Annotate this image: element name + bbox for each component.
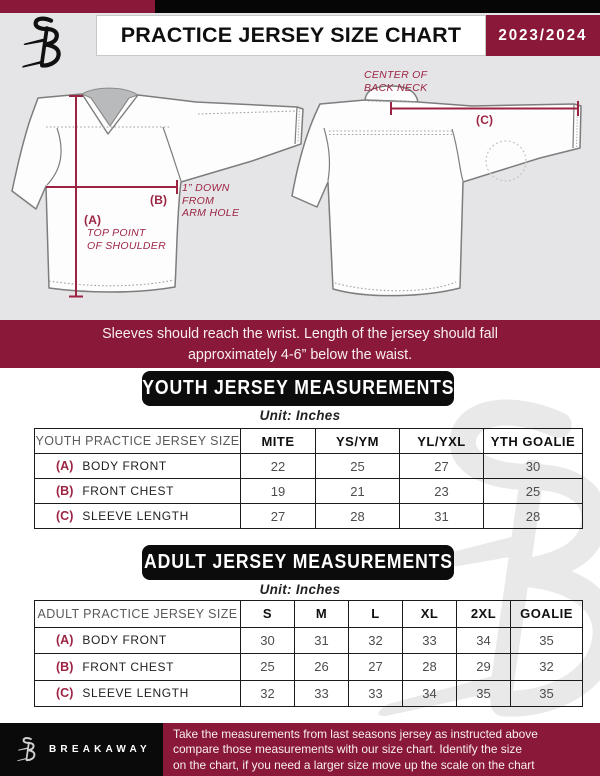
instruction-line2: approximately 4-6” below the waist. — [187, 346, 413, 363]
cell-value: 29 — [457, 654, 511, 681]
row-key: (A) — [56, 633, 74, 648]
cell-value: 30 — [241, 627, 295, 654]
youth-col-goalie: YTH GOALIE — [484, 429, 583, 454]
jersey-diagram-panel — [0, 13, 600, 320]
label-a-key: (A) — [84, 213, 102, 227]
cell-value: 33 — [403, 627, 457, 654]
note-down-from-armhole — [182, 182, 239, 220]
cell-value: 26 — [295, 654, 349, 681]
cell-value: 34 — [403, 680, 457, 707]
row-label: FRONT CHEST — [82, 484, 175, 498]
cell-value: 31 — [400, 504, 484, 529]
label-b-key: (B) — [150, 193, 168, 207]
youth-row-body-front-label — [35, 454, 241, 479]
cell-value: 23 — [400, 479, 484, 504]
row-label: BODY FRONT — [82, 459, 167, 473]
adult-header-row — [35, 601, 583, 628]
row-key: (C) — [56, 686, 74, 701]
label-c — [476, 111, 493, 129]
cell-value: 25 — [241, 654, 295, 681]
cell-value: 21 — [316, 479, 400, 504]
cell-value: 22 — [241, 454, 316, 479]
cell-value: 35 — [457, 680, 511, 707]
cell-value: 28 — [403, 654, 457, 681]
youth-col-ysym: YS/YM — [316, 429, 400, 454]
cell-value: 27 — [400, 454, 484, 479]
table-row — [35, 454, 583, 479]
adult-row-front-chest-label — [35, 654, 241, 681]
row-key: (B) — [56, 659, 74, 674]
cell-value: 25 — [484, 479, 583, 504]
youth-row-front-chest-label — [35, 479, 241, 504]
note-c-line1: CENTER OF — [364, 69, 428, 81]
footer-instructions — [163, 723, 600, 776]
table-row — [35, 680, 583, 707]
row-label: BODY FRONT — [82, 633, 167, 648]
cell-value: 31 — [295, 627, 349, 654]
note-a-line2: OF SHOULDER — [87, 239, 166, 252]
cell-value: 32 — [349, 627, 403, 654]
adult-banner-label: ADULT JERSEY MEASUREMENTS — [143, 551, 453, 573]
top-strip-black — [155, 0, 600, 13]
cell-value: 32 — [241, 680, 295, 707]
adult-row-sleeve-length-label — [35, 680, 241, 707]
table-row — [35, 654, 583, 681]
note-b-line3: ARM HOLE — [182, 207, 240, 219]
adult-col-xl: XL — [403, 601, 457, 628]
footer-line1: Take the measurements from last seasons jersey as instructed above — [173, 727, 538, 741]
breakaway-b-logo-small — [17, 736, 39, 764]
adult-col-2xl: 2XL — [457, 601, 511, 628]
youth-table-title: YOUTH PRACTICE JERSEY SIZE — [35, 429, 241, 454]
adult-col-goalie: GOALIE — [511, 601, 583, 628]
row-key: (C) — [56, 509, 74, 523]
adult-size-table — [34, 600, 583, 707]
cell-value: 35 — [511, 680, 583, 707]
cell-value: 34 — [457, 627, 511, 654]
cell-value: 33 — [349, 680, 403, 707]
table-row — [35, 504, 583, 529]
adult-col-s: S — [241, 601, 295, 628]
note-b-line2: FROM — [182, 194, 215, 207]
adult-section-banner — [142, 545, 454, 580]
note-b-line1: 1” DOWN — [182, 182, 230, 194]
cell-value: 32 — [511, 654, 583, 681]
note-center-of-back-neck — [364, 69, 427, 94]
label-b — [150, 191, 167, 209]
cell-value: 28 — [484, 504, 583, 529]
youth-unit-label: Unit: Inches — [259, 408, 341, 423]
youth-banner-label: YOUTH JERSEY MEASUREMENTS — [141, 377, 455, 399]
adult-col-m: M — [295, 601, 349, 628]
youth-col-mite: MITE — [241, 429, 316, 454]
top-strip-maroon — [0, 0, 155, 13]
youth-row-sleeve-length-label — [35, 504, 241, 529]
youth-size-table — [34, 428, 583, 529]
jersey-diagrams — [0, 13, 600, 320]
row-label: SLEEVE LENGTH — [82, 686, 189, 701]
instruction-banner — [0, 320, 600, 368]
youth-header-row — [35, 429, 583, 454]
row-label: SLEEVE LENGTH — [82, 509, 189, 523]
page-title-box — [96, 15, 486, 56]
footer-brand-block — [0, 723, 163, 776]
instruction-line1: Sleeves should reach the wrist. Length of the jersey should fall — [102, 326, 498, 342]
adult-table-title: ADULT PRACTICE JERSEY SIZE — [35, 601, 241, 628]
back-jersey-outline — [292, 100, 581, 296]
row-key: (B) — [56, 484, 74, 498]
table-row — [35, 479, 583, 504]
cell-value: 19 — [241, 479, 316, 504]
cell-value: 27 — [349, 654, 403, 681]
cell-value: 28 — [316, 504, 400, 529]
footer-line3: on the chart, if you need a larger size move up the scale on the chart — [173, 757, 535, 772]
cell-value: 27 — [241, 504, 316, 529]
cell-value: 25 — [316, 454, 400, 479]
page-title: PRACTICE JERSEY SIZE CHART — [120, 23, 462, 47]
season-badge — [486, 15, 600, 56]
cell-value: 33 — [295, 680, 349, 707]
adult-col-l: L — [349, 601, 403, 628]
note-c-line2: BACK NECK — [364, 81, 428, 94]
note-top-point-of-shoulder — [87, 227, 166, 252]
table-row — [35, 627, 583, 654]
row-label: FRONT CHEST — [82, 659, 175, 674]
youth-section-banner — [142, 371, 454, 406]
cell-value: 35 — [511, 627, 583, 654]
season-label: 2023/2024 — [498, 26, 588, 44]
breakaway-b-logo — [17, 16, 73, 72]
adult-row-body-front-label — [35, 627, 241, 654]
adult-unit-label: Unit: Inches — [259, 582, 341, 597]
row-key: (A) — [56, 459, 74, 473]
brand-name: BREAKAWAY — [49, 744, 151, 755]
footer — [0, 723, 600, 776]
back-jersey-drawing — [292, 86, 581, 296]
footer-line2: compare those measurements with our size chart. Identify the size — [173, 742, 522, 757]
note-a-line1: TOP POINT — [87, 227, 146, 239]
youth-col-ylyxl: YL/YXL — [400, 429, 484, 454]
label-c-key: (C) — [476, 113, 494, 127]
cell-value: 30 — [484, 454, 583, 479]
